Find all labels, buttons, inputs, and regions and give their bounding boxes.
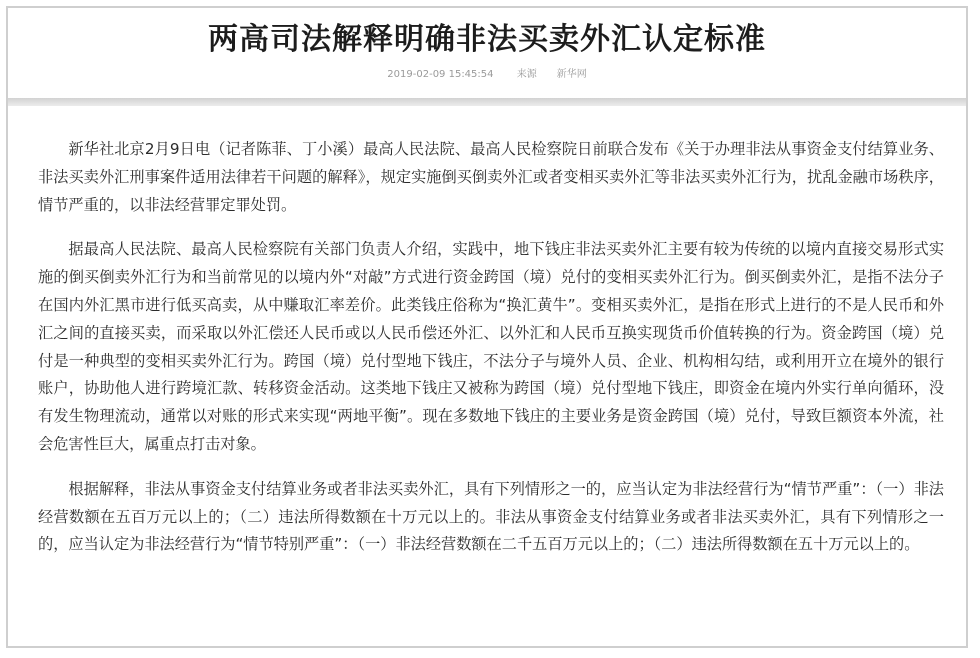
paragraph: 据最高人民法院、最高人民检察院有关部门负责人介绍，实践中，地下钱庄非法买卖外汇主要有较为传统的以境内直接交易形式实施的倒买倒卖外汇行为和当前常见的以境内外“对敲”方式进行资金跨国（境）兑付的变相买卖外汇行为。倒买倒卖外汇，是指不法分子在国内外汇黑市进行低买高卖，从中赚取汇率差价。此类钱庄俗称为“换汇黄牛”。变相买卖外汇，是指在形式上进行的不是人民币和外汇之间的直接买卖，而采取以外汇偿还人民币或以人民币偿还外汇、以外汇和人民币互换实现货币价值转换的行为。资金跨国（境）兑付是一种典型的变相买卖外汇行为。跨国（境）兑付型地下钱庄，不法分子与境外人员、企业、机构相勾结，或利用开立在境外的银行账户，协助他人进行跨境汇款、转移资金活动。这类地下钱庄又被称为跨国（境）兑付型地下钱庄，即资金在境内外实行单向循环，没有发生物理流动，通常以对账的形式来实现“两地平衡”。现在多数地下钱庄的主要业务是资金跨国（境）兑付，导致巨额资本外流，社会危害性巨大，属重点打击对象。 [38, 240, 944, 453]
article-title: 两高司法解释明确非法买卖外汇认定标准 [208, 22, 766, 57]
publish-date: 2019-02-09 15:45:54 [387, 69, 494, 80]
header-divider [8, 98, 966, 106]
source-label: 来源 [516, 69, 537, 80]
paragraph: 新华社北京2月9日电（记者陈菲、丁小溪）最高人民法院、最高人民检察院日前联合发布《关于办理非法从事资金支付结算业务、非法买卖外汇刑事案件适用法律若干问题的解释》，规定实施倒买倒卖外汇或者变相买卖外汇等非法买卖外汇行为，扰乱金融市场秩序，情节严重的，以非法经营罪定罪处罚。 [38, 140, 944, 214]
article-frame [6, 6, 968, 648]
paragraph: 根据解释，非法从事资金支付结算业务或者非法买卖外汇，具有下列情形之一的，应当认定为非法经营行为“情节严重”：（一）非法经营数额在五百万元以上的；（二）违法所得数额在十万元以上的。非法从事资金支付结算业务或者非法买卖外汇，具有下列情形之一的，应当认定为非法经营行为“情节特别严重”：（一）非法经营数额在二千五百万元以上的；（二）违法所得数额在五十万元以上的。 [38, 479, 944, 554]
article-meta [8, 68, 966, 82]
article-body [38, 136, 944, 576]
source-name[interactable]: 新华网 [556, 69, 587, 80]
article-header [8, 8, 966, 104]
